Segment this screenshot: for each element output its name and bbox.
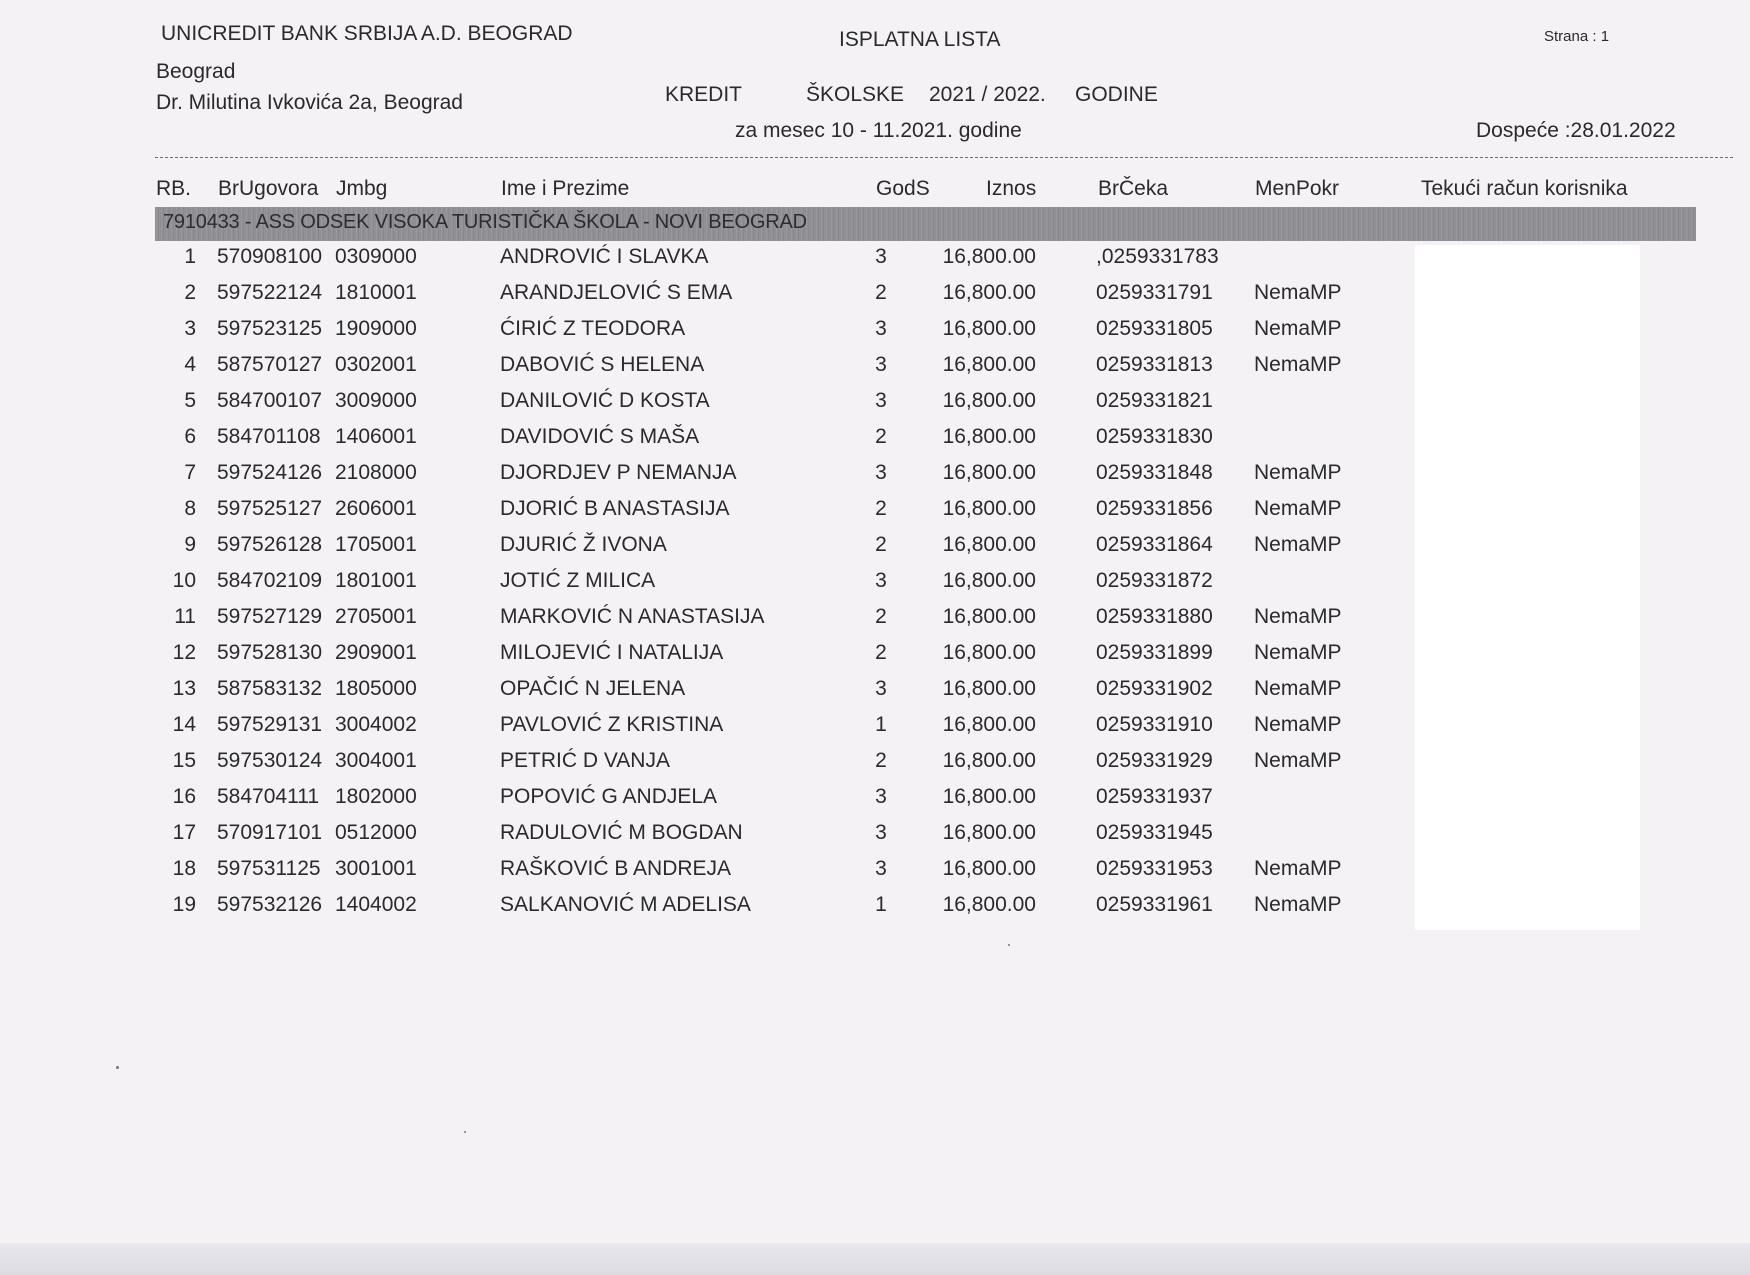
study-year: 2 [875, 749, 887, 772]
col-account: Tekući račun korisnika [1421, 177, 1628, 200]
men-pokr-value: NemaMP [1254, 641, 1342, 664]
row-number: 1 [184, 245, 196, 268]
row-number: 12 [172, 641, 196, 664]
amount-value: 16,800.00 [942, 857, 1036, 880]
study-year: 3 [875, 569, 887, 592]
contract-number: 587570127 [217, 353, 323, 376]
student-name: DJURIĆ Ž IVONA [500, 533, 667, 556]
study-year: 3 [875, 389, 887, 412]
check-number: 0259331945 [1096, 821, 1213, 844]
check-number: 0259331937 [1096, 785, 1213, 808]
jmbg-value: 1805000 [335, 677, 417, 700]
jmbg-value: 2108000 [335, 461, 417, 484]
men-pokr-value: NemaMP [1254, 605, 1342, 628]
scan-speck [464, 1131, 466, 1133]
study-year: 2 [875, 533, 887, 556]
check-number: 0259331961 [1096, 893, 1213, 916]
jmbg-value: 1801001 [335, 569, 417, 592]
check-number: 0259331856 [1096, 497, 1213, 520]
student-name: RADULOVIĆ M BOGDAN [500, 821, 743, 844]
check-number: 0259331910 [1096, 713, 1213, 736]
col-name: Ime i Prezime [501, 177, 630, 200]
amount-value: 16,800.00 [942, 281, 1036, 304]
col-jmbg: Jmbg [336, 177, 388, 200]
amount-value: 16,800.00 [942, 389, 1036, 412]
row-number: 3 [184, 317, 196, 340]
amount-value: 16,800.00 [942, 461, 1036, 484]
student-name: DJORDJEV P NEMANJA [500, 461, 737, 484]
contract-number: 584702109 [217, 569, 323, 592]
men-pokr-value: NemaMP [1254, 461, 1342, 484]
kredit-label: KREDIT [665, 83, 743, 106]
godine-label: GODINE [1075, 83, 1158, 106]
row-number: 17 [172, 821, 196, 844]
study-year: 2 [875, 497, 887, 520]
scan-speck [116, 1066, 119, 1069]
men-pokr-value: NemaMP [1254, 317, 1342, 340]
amount-value: 16,800.00 [942, 533, 1036, 556]
document-title: ISPLATNA LISTA [839, 28, 1001, 51]
row-number: 9 [184, 533, 196, 556]
jmbg-value: 1909000 [335, 317, 417, 340]
col-check: BrČeka [1098, 177, 1169, 200]
study-year: 3 [875, 821, 887, 844]
amount-value: 16,800.00 [942, 425, 1036, 448]
amount-value: 16,800.00 [942, 641, 1036, 664]
row-number: 4 [184, 353, 196, 376]
col-rb: RB. [156, 177, 192, 200]
contract-number: 570917101 [217, 821, 323, 844]
check-number: 0259331805 [1096, 317, 1213, 340]
student-name: DABOVIĆ S HELENA [500, 353, 705, 376]
row-number: 6 [184, 425, 196, 448]
amount-value: 16,800.00 [942, 569, 1036, 592]
col-men: MenPokr [1255, 177, 1340, 200]
contract-number: 597526128 [217, 533, 323, 556]
due-date: Dospeće :28.01.2022 [1476, 119, 1676, 142]
student-name: DJORIĆ B ANASTASIJA [500, 497, 730, 520]
check-number: 0259331902 [1096, 677, 1213, 700]
men-pokr-value: NemaMP [1254, 713, 1342, 736]
row-number: 14 [172, 713, 196, 736]
jmbg-value: 3004001 [335, 749, 417, 772]
amount-value: 16,800.00 [942, 821, 1036, 844]
bank-name: UNICREDIT BANK SRBIJA A.D. BEOGRAD [161, 22, 573, 45]
skolske-label: ŠKOLSKE [806, 83, 905, 106]
check-number: 0259331821 [1096, 389, 1213, 412]
study-year: 3 [875, 857, 887, 880]
check-number: 0259331953 [1096, 857, 1213, 880]
jmbg-value: 1810001 [335, 281, 417, 304]
row-number: 16 [172, 785, 196, 808]
row-number: 8 [184, 497, 196, 520]
row-number: 18 [172, 857, 196, 880]
scan-speck [1008, 944, 1010, 946]
row-number: 10 [172, 569, 196, 592]
contract-number: 584700107 [217, 389, 323, 412]
check-number: ,0259331783 [1096, 245, 1219, 268]
col-contract: BrUgovora [218, 177, 319, 200]
amount-value: 16,800.00 [942, 497, 1036, 520]
student-name: MILOJEVIĆ I NATALIJA [500, 641, 724, 664]
contract-number: 597530124 [217, 749, 323, 772]
check-number: 0259331899 [1096, 641, 1213, 664]
men-pokr-value: NemaMP [1254, 677, 1342, 700]
check-number: 0259331813 [1096, 353, 1213, 376]
jmbg-value: 1705001 [335, 533, 417, 556]
jmbg-value: 1802000 [335, 785, 417, 808]
men-pokr-value: NemaMP [1254, 857, 1342, 880]
row-number: 13 [172, 677, 196, 700]
student-name: PAVLOVIĆ Z KRISTINA [500, 713, 724, 736]
study-year: 1 [875, 893, 887, 916]
amount-value: 16,800.00 [942, 605, 1036, 628]
contract-number: 597525127 [217, 497, 323, 520]
contract-number: 597524126 [217, 461, 323, 484]
contract-number: 584701108 [217, 425, 321, 448]
men-pokr-value: NemaMP [1254, 353, 1342, 376]
section-label: 7910433 - ASS ODSEK VISOKA TURISTIČKA ŠKOLA - NOVI BEOGRAD [163, 211, 807, 233]
amount-value: 16,800.00 [942, 353, 1036, 376]
row-number: 7 [184, 461, 196, 484]
contract-number: 584704111 [217, 785, 319, 808]
study-year: 3 [875, 317, 887, 340]
check-number: 0259331864 [1096, 533, 1213, 556]
redacted-account-block [1415, 245, 1640, 930]
study-year: 1 [875, 713, 887, 736]
jmbg-value: 2606001 [335, 497, 417, 520]
study-year: 2 [875, 425, 887, 448]
study-year: 2 [875, 641, 887, 664]
contract-number: 597532126 [217, 893, 323, 916]
student-name: DANILOVIĆ D KOSTA [500, 389, 710, 412]
amount-value: 16,800.00 [942, 317, 1036, 340]
study-year: 2 [875, 605, 887, 628]
student-name: JOTIĆ Z MILICA [500, 569, 656, 592]
student-name: POPOVIĆ G ANDJELA [500, 785, 718, 808]
contract-number: 597527129 [217, 605, 323, 628]
student-name: DAVIDOVIĆ S MAŠA [500, 425, 700, 448]
check-number: 0259331872 [1096, 569, 1213, 592]
men-pokr-value: NemaMP [1254, 281, 1342, 304]
row-number: 5 [184, 389, 196, 412]
study-year: 3 [875, 353, 887, 376]
col-amount: Iznos [986, 177, 1037, 200]
check-number: 0259331848 [1096, 461, 1213, 484]
page-bottom-edge [0, 1243, 1750, 1275]
student-name: ARANDJELOVIĆ S EMA [500, 281, 733, 304]
jmbg-value: 0309000 [335, 245, 417, 268]
col-year: GodS [876, 177, 930, 200]
contract-number: 597529131 [217, 713, 323, 736]
contract-number: 597531125 [217, 857, 321, 880]
check-number: 0259331830 [1096, 425, 1213, 448]
jmbg-value: 1406001 [335, 425, 417, 448]
contract-number: 597522124 [217, 281, 323, 304]
jmbg-value: 3004002 [335, 713, 417, 736]
page-number: Strana : 1 [1544, 28, 1610, 45]
row-number: 19 [172, 893, 196, 916]
study-year: 3 [875, 461, 887, 484]
amount-value: 16,800.00 [942, 677, 1036, 700]
contract-number: 570908100 [217, 245, 323, 268]
men-pokr-value: NemaMP [1254, 497, 1342, 520]
jmbg-value: 0512000 [335, 821, 417, 844]
study-year: 2 [875, 281, 887, 304]
jmbg-value: 0302001 [335, 353, 417, 376]
bank-address: Dr. Milutina Ivkovića 2a, Beograd [156, 91, 463, 114]
study-year: 3 [875, 677, 887, 700]
jmbg-value: 3009000 [335, 389, 417, 412]
study-year: 3 [875, 785, 887, 808]
student-name: RAŠKOVIĆ B ANDREJA [500, 857, 732, 880]
student-name: SALKANOVIĆ M ADELISA [500, 893, 751, 916]
men-pokr-value: NemaMP [1254, 533, 1342, 556]
contract-number: 597523125 [217, 317, 323, 340]
student-name: MARKOVIĆ N ANASTASIJA [500, 605, 765, 628]
bank-city: Beograd [156, 60, 236, 83]
jmbg-value: 2909001 [335, 641, 417, 664]
row-number: 15 [172, 749, 196, 772]
amount-value: 16,800.00 [942, 245, 1036, 268]
student-name: PETRIĆ D VANJA [500, 749, 670, 772]
amount-value: 16,800.00 [942, 785, 1036, 808]
amount-value: 16,800.00 [942, 749, 1036, 772]
men-pokr-value: NemaMP [1254, 893, 1342, 916]
student-name: OPAČIĆ N JELENA [500, 677, 686, 700]
row-number: 2 [184, 281, 196, 304]
contract-number: 597528130 [217, 641, 323, 664]
student-name: ANDROVIĆ I SLAVKA [500, 245, 709, 268]
check-number: 0259331929 [1096, 749, 1213, 772]
student-name: ĆIRIĆ Z TEODORA [500, 317, 686, 340]
school-year: 2021 / 2022. [929, 83, 1046, 106]
jmbg-value: 1404002 [335, 893, 417, 916]
check-number: 0259331880 [1096, 605, 1213, 628]
amount-value: 16,800.00 [942, 893, 1036, 916]
check-number: 0259331791 [1096, 281, 1213, 304]
amount-value: 16,800.00 [942, 713, 1036, 736]
row-number: 11 [174, 605, 196, 628]
contract-number: 587583132 [217, 677, 323, 700]
study-year: 3 [875, 245, 887, 268]
men-pokr-value: NemaMP [1254, 749, 1342, 772]
jmbg-value: 2705001 [335, 605, 417, 628]
period-label: za mesec 10 - 11.2021. godine [735, 119, 1022, 142]
jmbg-value: 3001001 [335, 857, 417, 880]
